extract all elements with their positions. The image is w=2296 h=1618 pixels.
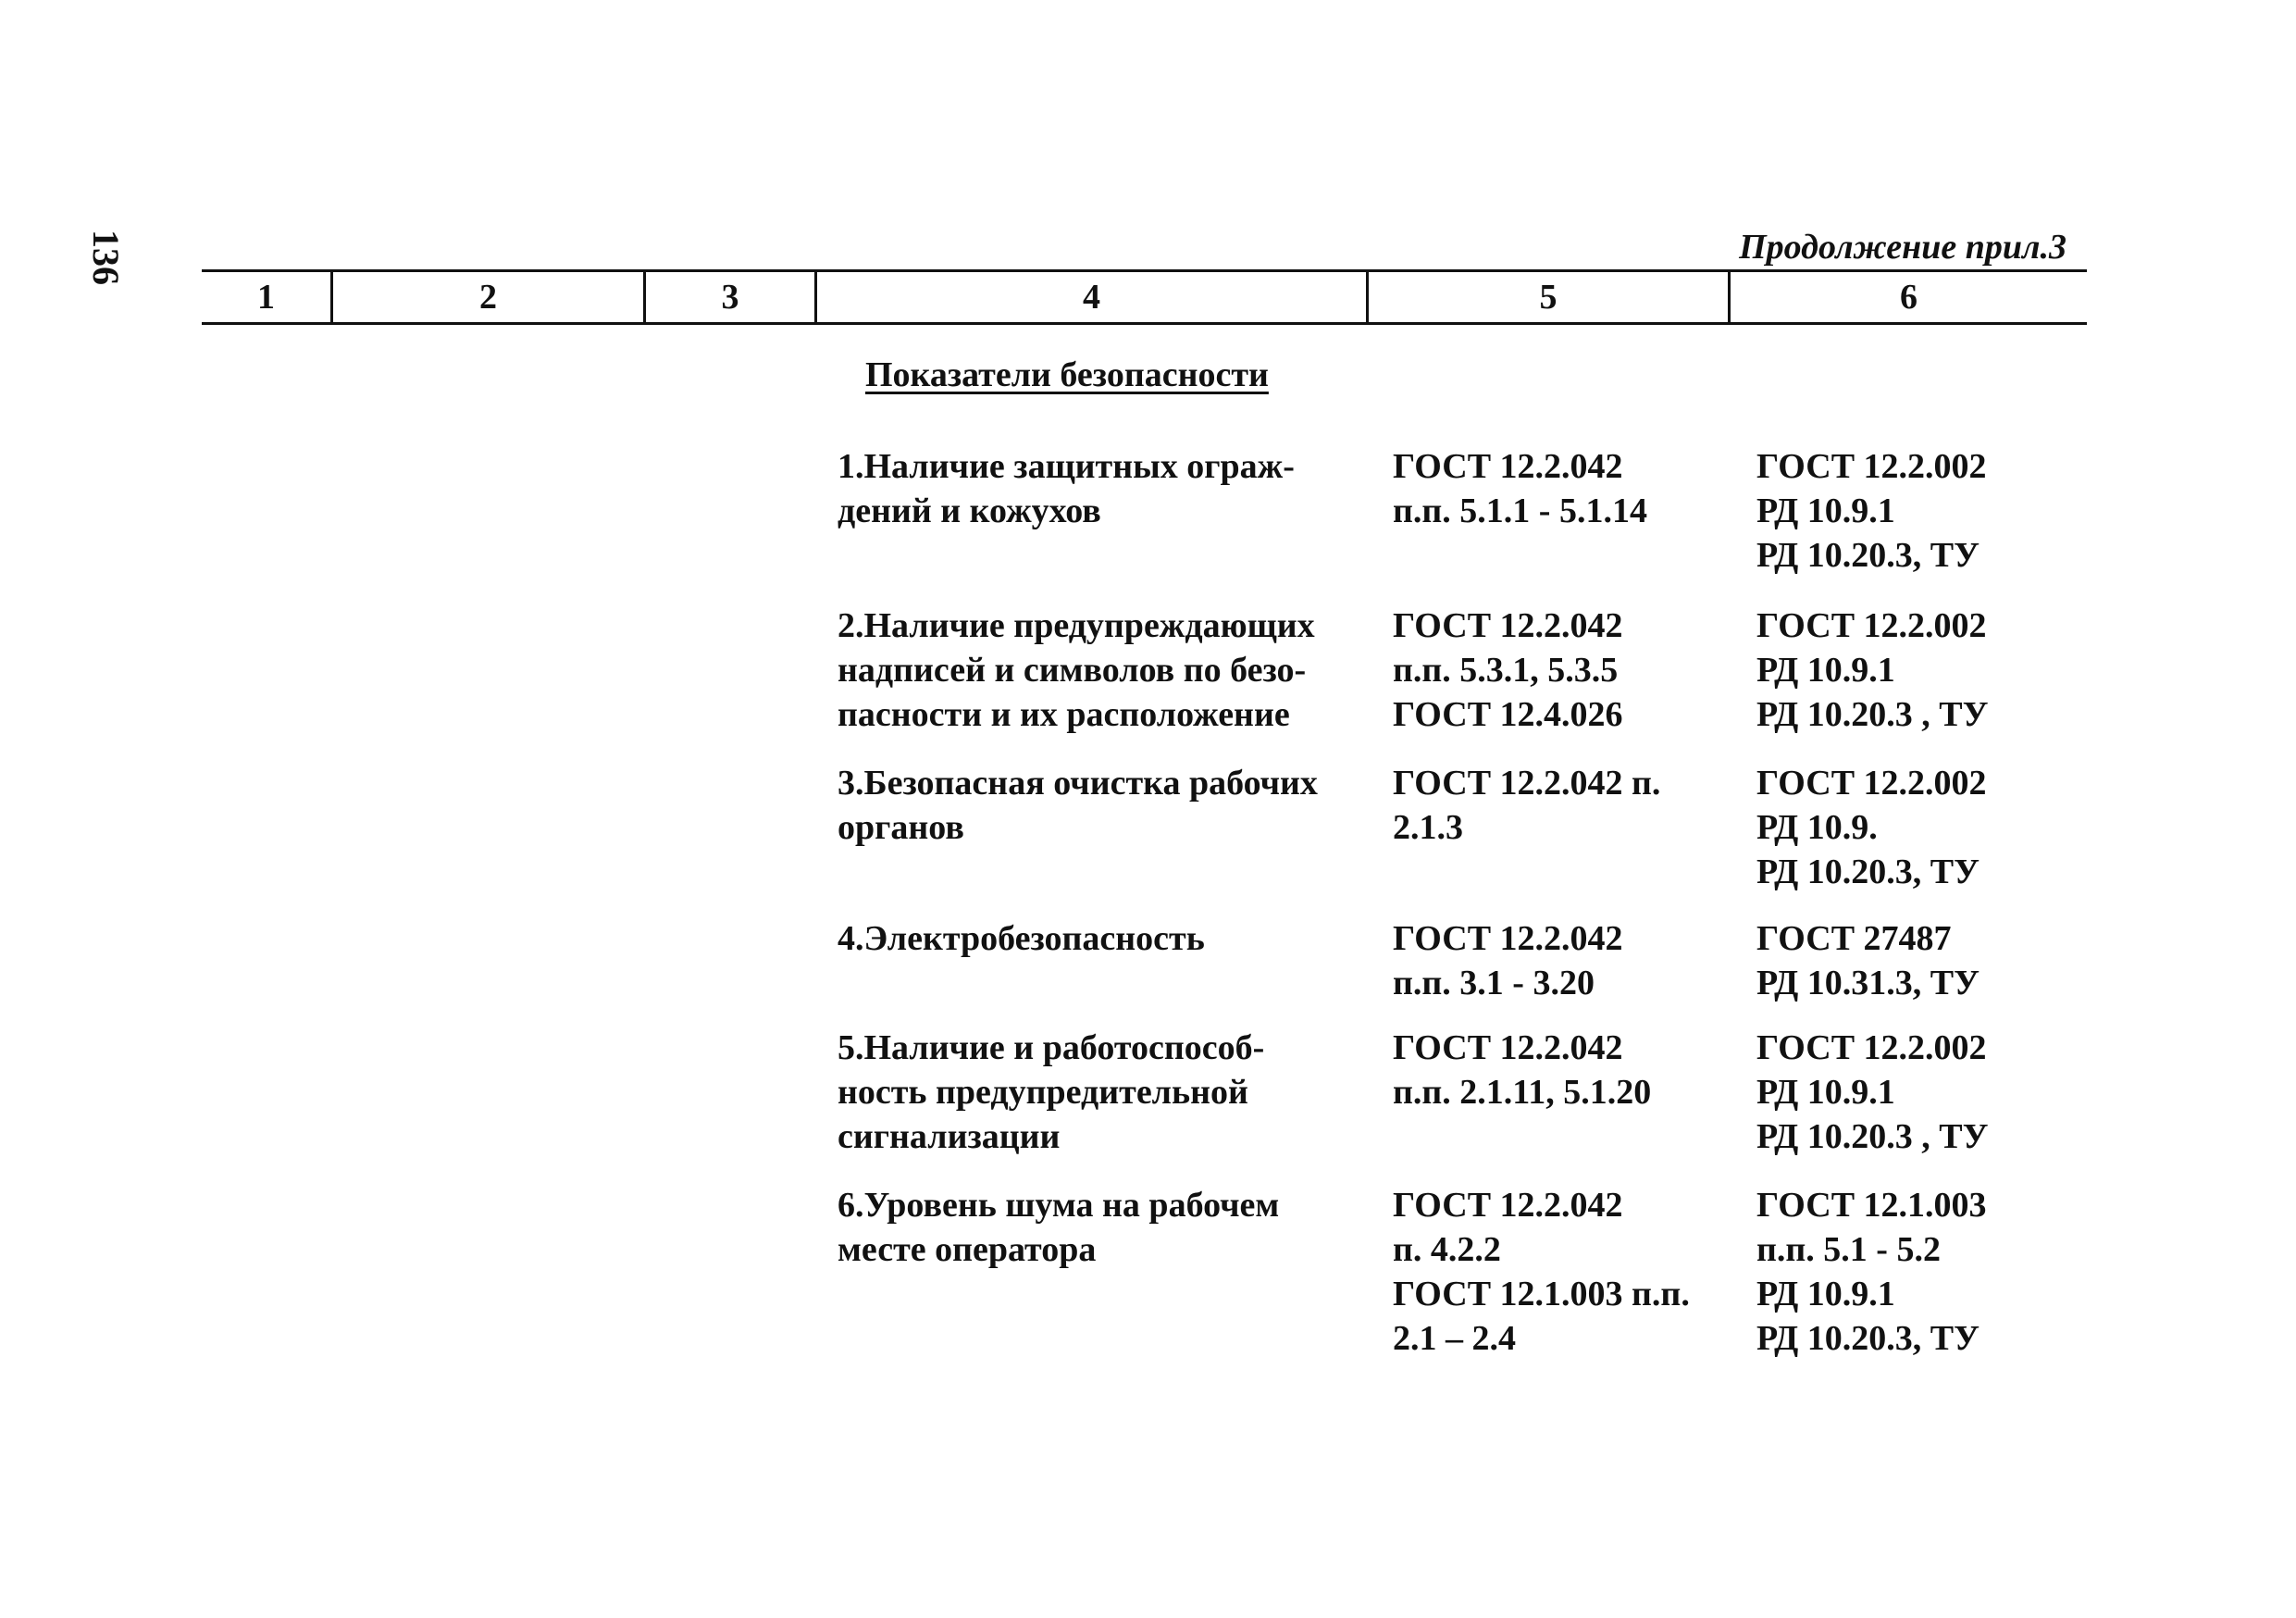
requirements-line: п.п. 5.1.1 - 5.1.14 xyxy=(1393,492,1647,530)
indicator-line: 4.Электробезопасность xyxy=(838,919,1205,958)
indicator-line: месте оператора xyxy=(838,1230,1097,1269)
methods-cell xyxy=(1756,916,2127,1005)
indicator-line: органов xyxy=(838,808,964,847)
requirements-line: ГОСТ 12.2.042 xyxy=(1393,447,1623,486)
methods-line: РД 10.20.3 , ТУ xyxy=(1756,1117,1989,1156)
methods-line: РД 10.31.3, ТУ xyxy=(1756,964,1980,1002)
indicator-cell xyxy=(838,444,1356,533)
requirements-line: ГОСТ 12.2.042 xyxy=(1393,606,1623,645)
methods-line: РД 10.9.1 xyxy=(1756,1275,1895,1313)
indicator-line: дений и кожухов xyxy=(838,492,1101,530)
requirements-line: ГОСТ 12.2.042 п. xyxy=(1393,764,1661,803)
column-header-1: 1 xyxy=(202,272,333,322)
methods-line: п.п. 5.1 - 5.2 xyxy=(1756,1230,1941,1269)
continuation-label: Продолжение прил.3 xyxy=(1739,228,2066,267)
indicator-cell xyxy=(838,761,1356,850)
requirements-line: п. 4.2.2 xyxy=(1393,1230,1501,1269)
requirements-line: п.п. 3.1 - 3.20 xyxy=(1393,964,1595,1002)
indicator-cell xyxy=(838,1026,1356,1159)
methods-line: ГОСТ 12.2.002 xyxy=(1756,764,1987,803)
requirements-line: 2.1 – 2.4 xyxy=(1393,1319,1516,1358)
requirements-cell xyxy=(1393,1026,1754,1114)
requirements-cell xyxy=(1393,604,1754,737)
requirements-cell xyxy=(1393,916,1754,1005)
requirements-line: п.п. 5.3.1, 5.3.5 xyxy=(1393,651,1619,690)
methods-cell xyxy=(1756,444,2127,578)
indicator-cell xyxy=(838,604,1356,737)
page-number: 136 xyxy=(85,230,127,285)
methods-line: ГОСТ 12.1.003 xyxy=(1756,1186,1987,1225)
indicator-line: 1.Наличие защитных ограж- xyxy=(838,447,1295,486)
indicator-line: сигнализации xyxy=(838,1117,1061,1156)
methods-line: РД 10.9. xyxy=(1756,808,1878,847)
column-header-2: 2 xyxy=(333,272,646,322)
section-title: Показатели безопасности xyxy=(865,355,1269,394)
methods-line: РД 10.9.1 xyxy=(1756,651,1895,690)
methods-cell xyxy=(1756,1026,2127,1159)
methods-line: ГОСТ 27487 xyxy=(1756,919,1952,958)
requirements-line: п.п. 2.1.11, 5.1.20 xyxy=(1393,1073,1652,1112)
indicator-line: 6.Уровень шума на рабочем xyxy=(838,1186,1280,1225)
methods-line: ГОСТ 12.2.002 xyxy=(1756,606,1987,645)
requirements-line: ГОСТ 12.2.042 xyxy=(1393,1186,1623,1225)
column-header-4: 4 xyxy=(817,272,1369,322)
requirements-cell xyxy=(1393,761,1754,850)
requirements-cell xyxy=(1393,1183,1754,1361)
requirements-line: ГОСТ 12.2.042 xyxy=(1393,1028,1623,1067)
methods-line: РД 10.20.3 , ТУ xyxy=(1756,695,1989,734)
methods-line: РД 10.20.3, ТУ xyxy=(1756,853,1980,891)
indicator-line: 5.Наличие и работоспособ- xyxy=(838,1028,1265,1067)
requirements-line: ГОСТ 12.2.042 xyxy=(1393,919,1623,958)
methods-cell xyxy=(1756,761,2127,894)
indicator-line: 2.Наличие предупреждающих xyxy=(838,606,1315,645)
indicator-line: ность предупредительной xyxy=(838,1073,1248,1112)
methods-line: ГОСТ 12.2.002 xyxy=(1756,447,1987,486)
indicator-cell xyxy=(838,916,1356,961)
column-number-header xyxy=(202,269,2087,325)
methods-line: ГОСТ 12.2.002 xyxy=(1756,1028,1987,1067)
methods-line: РД 10.9.1 xyxy=(1756,492,1895,530)
requirements-line: ГОСТ 12.1.003 п.п. xyxy=(1393,1275,1690,1313)
indicator-cell xyxy=(838,1183,1356,1272)
methods-cell xyxy=(1756,1183,2127,1361)
requirements-line: ГОСТ 12.4.026 xyxy=(1393,695,1623,734)
indicator-line: пасности и их расположение xyxy=(838,695,1290,734)
methods-line: РД 10.20.3, ТУ xyxy=(1756,1319,1980,1358)
methods-cell xyxy=(1756,604,2127,737)
methods-line: РД 10.20.3, ТУ xyxy=(1756,536,1980,575)
requirements-cell xyxy=(1393,444,1754,533)
column-header-6: 6 xyxy=(1900,278,1917,317)
indicator-line: надписей и символов по безо- xyxy=(838,651,1307,690)
column-header-5: 5 xyxy=(1369,272,1731,322)
indicator-line: 3.Безопасная очистка рабочих xyxy=(838,764,1318,803)
methods-line: РД 10.9.1 xyxy=(1756,1073,1895,1112)
column-header-3: 3 xyxy=(646,272,817,322)
requirements-line: 2.1.3 xyxy=(1393,808,1463,847)
